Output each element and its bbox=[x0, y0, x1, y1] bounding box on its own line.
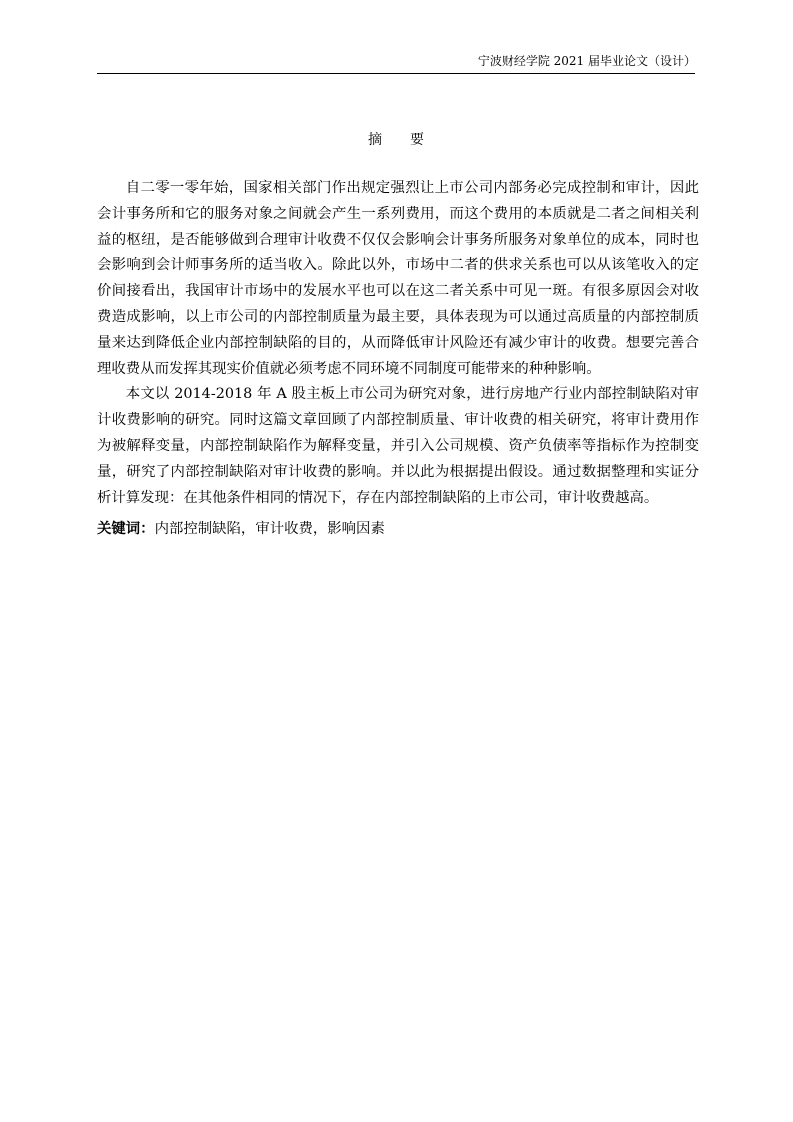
abstract-title: 摘要 bbox=[368, 132, 452, 148]
abstract-body bbox=[97, 176, 699, 543]
abstract-paragraph-1: 自二零一零年始，国家相关部门作出规定强烈让上市公司内部务必完成控制和审计，因此会计事务所和它的服务对象之间就会产生一系列费用，而这个费用的本质就是二者之间相关利益的枢纽，是否能够做到合理审计收费不仅仅会影响会计事务所服务对象单位的成本，同时也会影响到会计师事务所的适当收入。除此以外，市场中二者的供求关系也可以从该笔收入的定价间接看出，我国审计市场中的发展水平也可以在这二者关系中可见一斑。有很多原因会对收费造成影响，以上市公司的内部控制质量为最主要，具体表现为可以通过高质量的内部控制质量来达到降低企业内部控制缺陷的目的，从而降低审计风险还有减少审计的收费。想要完善合理收费从而发挥其现实价值就必须考虑不同环境不同制度可能带来的种种影响。 bbox=[97, 180, 699, 377]
keywords-line bbox=[97, 517, 699, 543]
header-divider bbox=[97, 73, 695, 74]
keywords-label: 关键词： bbox=[97, 521, 155, 538]
keywords-value: 内部控制缺陷，审计收费，影响因素 bbox=[154, 521, 385, 538]
abstract-paragraph-2: 本文以 2014-2018 年 A 股主板上市公司为研究对象，进行房地产行业内部控制缺陷对审计收费影响的研究。同时这篇文章回顾了内部控制质量、审计收费的相关研究，将审计费用作为被解释变量，内部控制缺陷作为解释变量，并引入公司规模、资产负债率等指标作为控制变量，研究了内部控制缺陷对审计收费的影响。并以此为根据提出假设。通过数据整理和实证分析计算发现：在其他条件相同的情况下，存在内部控制缺陷的上市公司，审计收费越高。 bbox=[97, 386, 699, 506]
page-header: 宁波财经学院 2021 届毕业论文（设计） bbox=[477, 54, 696, 68]
